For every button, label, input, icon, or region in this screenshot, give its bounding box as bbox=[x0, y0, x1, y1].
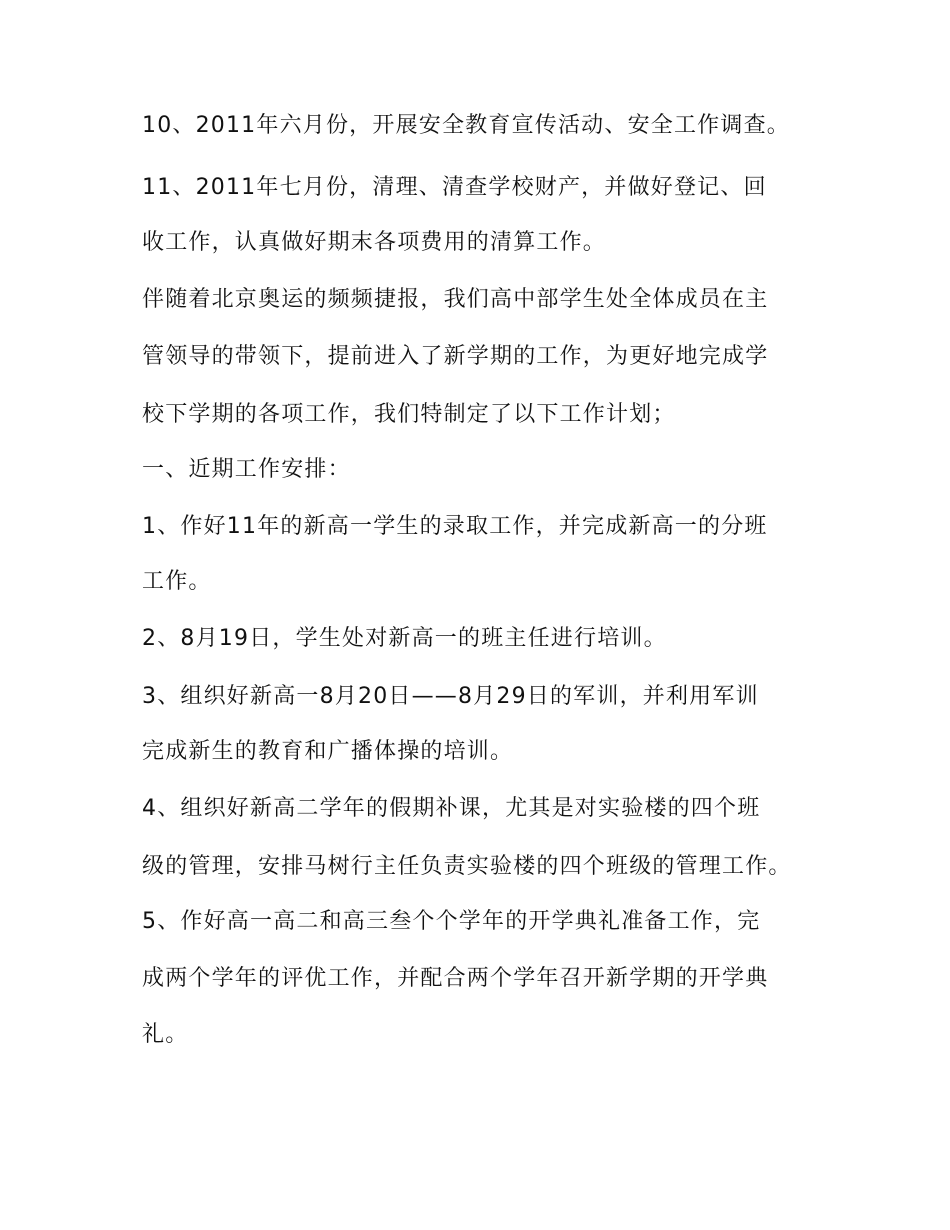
text-line: 11、2011年七月份，清理、清查学校财产，并做好登记、回 bbox=[142, 175, 767, 200]
text-line: 级的管理，安排马树行主任负责实验楼的四个班级的管理工作。 bbox=[142, 854, 792, 879]
text-line: 一、近期工作安排： bbox=[142, 457, 351, 482]
text-line: 管领导的带领下，提前进入了新学期的工作，为更好地完成学 bbox=[142, 344, 769, 369]
text-line: 成两个学年的评优工作，并配合两个学年召开新学期的开学典 bbox=[142, 966, 769, 991]
text-line: 礼。 bbox=[142, 1022, 189, 1047]
text-line: 4、组织好新高二学年的假期补课，尤其是对实验楼的四个班 bbox=[142, 796, 761, 821]
text-line: 10、2011年六月份，开展安全教育宣传活动、安全工作调查。 bbox=[142, 113, 790, 138]
text-line: 完成新生的教育和广播体操的培训。 bbox=[142, 739, 514, 764]
text-line: 校下学期的各项工作，我们特制定了以下工作计划； bbox=[142, 402, 676, 427]
text-line: 收工作，认真做好期末各项费用的清算工作。 bbox=[142, 230, 607, 255]
text-line: 3、组织好新高一8月20日——8月29日的军训，并利用军训 bbox=[142, 684, 759, 709]
text-line: 1、作好11年的新高一学生的录取工作，并完成新高一的分班 bbox=[142, 514, 768, 539]
text-line: 5、作好高一高二和高三叁个个学年的开学典礼准备工作，完 bbox=[142, 909, 761, 934]
text-line: 2、8月19日，学生处对新高一的班主任进行培训。 bbox=[142, 626, 667, 651]
text-line: 伴随着北京奥运的频频捷报，我们高中部学生处全体成员在主 bbox=[142, 287, 769, 312]
text-line: 工作。 bbox=[142, 569, 212, 594]
